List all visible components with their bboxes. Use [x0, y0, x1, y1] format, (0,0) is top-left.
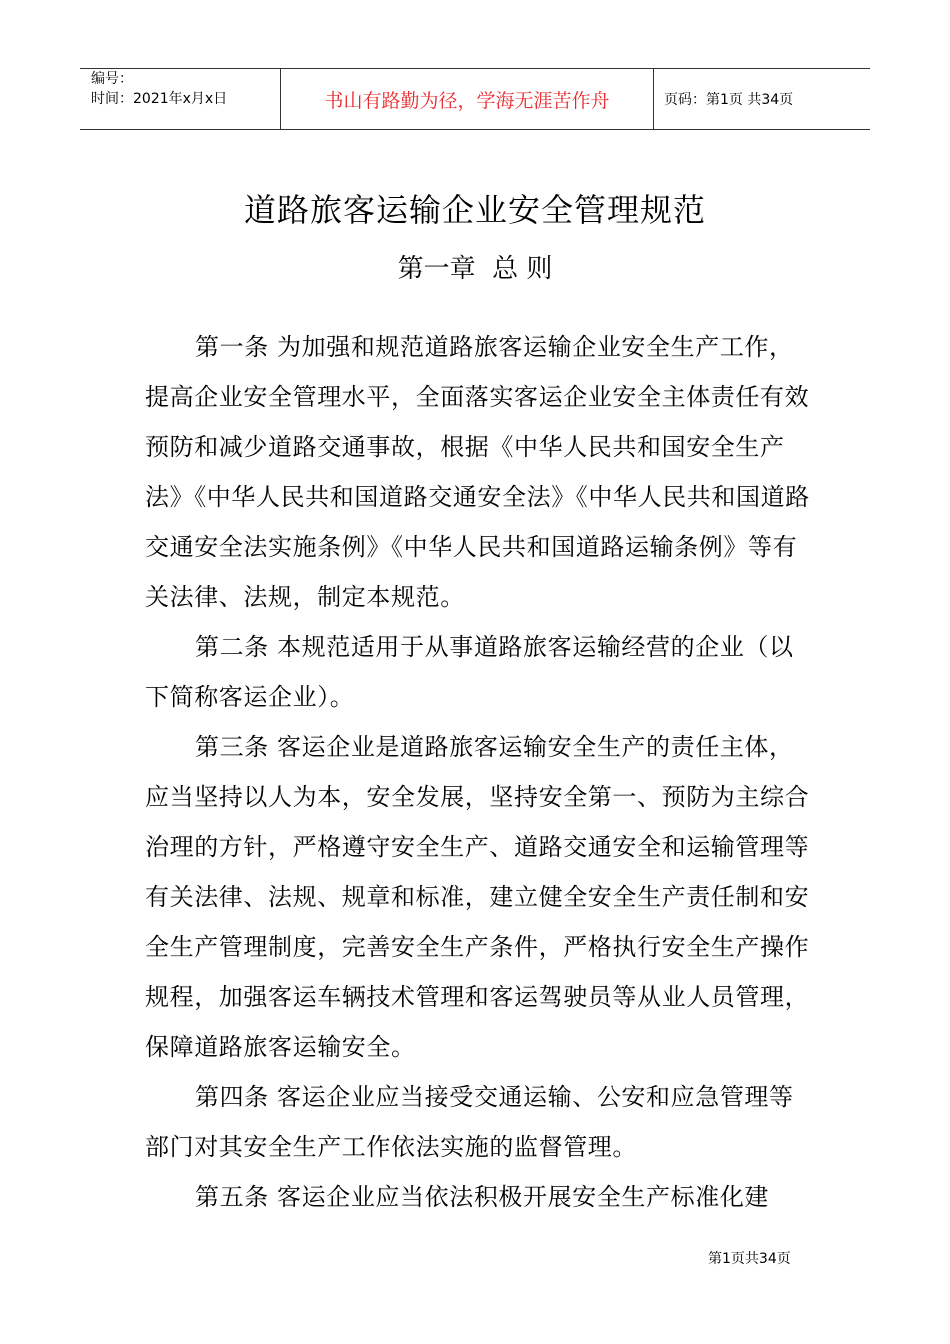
article-4: 第四条 客运企业应当接受交通运输、公安和应急管理等部门对其安全生产工作依法实施的监督管理。: [145, 1083, 794, 1161]
header-page-info: 页码：第1页 共34页: [664, 92, 794, 108]
article-5: 第五条 客运企业应当依法积极开展安全生产标准化建: [195, 1183, 770, 1211]
document-number-label: 编号：: [91, 71, 133, 87]
page-footer: 第1页共34页: [708, 1251, 791, 1267]
header-meta: [80, 69, 281, 129]
page-header: [80, 68, 870, 130]
document-title: 道路旅客运输企业安全管理规范: [243, 191, 706, 229]
chapter-heading: 第一章 总 则: [397, 254, 553, 284]
article-3: 第三条 客运企业是道路旅客运输安全生产的责任主体，应当坚持以人为本，安全发展，坚持安全第一、预防为主综合治理的方针，严格遵守安全生产、道路交通安全和运输管理等有关法律、法规、规章和标准，建立健全安全生产责任制和安全生产管理制度，完善安全生产条件，严格执行安全生产操作规程，加强客运车辆技术管理和客运驾驶员等从业人员管理，保障道路旅客运输安全。: [145, 733, 810, 1061]
article-2: 第二条 本规范适用于从事道路旅客运输经营的企业（以下简称客运企业）。: [145, 633, 794, 711]
document-body: [145, 322, 810, 1222]
header-motto: 书山有路勤为径，学海无涯苦作舟: [281, 69, 654, 129]
document-time-label: 时间：2021年x月x日: [91, 91, 228, 107]
article-1: 第一条 为加强和规范道路旅客运输企业安全生产工作，提高企业安全管理水平，全面落实客运企业安全主体责任有效预防和减少道路交通事故，根据《中华人民共和国安全生产法》《中华人民共和国道路交通安全法》《中华人民共和国道路交通安全法实施条例》《中华人民共和国道路运输条例》等有关法律、法规，制定本规范。: [145, 333, 810, 611]
